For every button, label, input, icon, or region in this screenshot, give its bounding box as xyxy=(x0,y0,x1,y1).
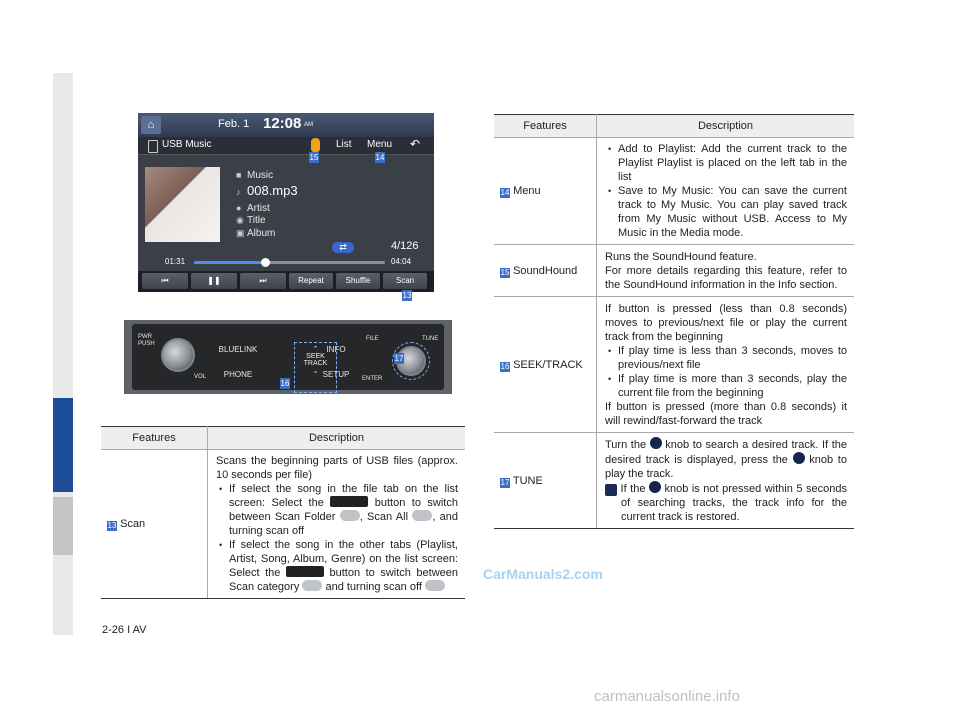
list-item xyxy=(216,482,458,538)
text: Turn the xyxy=(605,439,647,451)
feature-label: TUNE xyxy=(512,474,543,487)
feature-menu xyxy=(494,138,597,245)
file-label: FILE xyxy=(366,336,379,342)
pause-icon[interactable]: ❚❚ xyxy=(191,273,237,289)
track-count: 4/126 xyxy=(391,240,419,252)
file-row xyxy=(236,183,298,198)
status-bar xyxy=(138,113,434,137)
next-icon[interactable]: ⏭ xyxy=(240,273,286,289)
feature-label: Menu xyxy=(513,185,541,197)
scan-button[interactable]: Scan xyxy=(383,273,427,289)
total-time: 04:04 xyxy=(391,257,412,266)
seek-bullets xyxy=(605,344,847,400)
date: Feb. 1 xyxy=(218,118,250,130)
feature-tune xyxy=(494,433,597,529)
progress-bar[interactable] xyxy=(194,261,385,264)
soundhound-line-1: Runs the SoundHound feature. xyxy=(605,250,757,263)
description-seek-track xyxy=(597,297,855,433)
tune-note xyxy=(601,481,847,524)
pwr-label: PWR xyxy=(138,334,152,340)
description-menu xyxy=(597,138,855,245)
features-header: Features xyxy=(101,427,208,450)
phone-button[interactable]: PHONE xyxy=(223,370,253,379)
ampm: AM xyxy=(304,122,313,128)
feature-label: SoundHound xyxy=(513,264,578,277)
push-label: PUSH xyxy=(138,341,155,347)
text: button to switch between Scan Folder xyxy=(229,497,458,523)
clock: 12:08 xyxy=(263,115,302,132)
scan-bullets xyxy=(216,482,458,594)
back-icon[interactable]: ↶ xyxy=(410,137,421,151)
title-bar xyxy=(138,137,434,155)
elapsed-time: 01:31 xyxy=(165,257,186,266)
text: knob to search a desired track. If the desired track is displayed, press the xyxy=(605,439,847,466)
description-header: Description xyxy=(597,115,855,138)
note-icon: ♪ xyxy=(236,187,241,197)
info-button[interactable]: INFO xyxy=(326,345,346,354)
seek-label: SEEK xyxy=(306,353,325,360)
text: knob is not pressed within 5 seconds of searching tracks, the track info for the current track is restored. xyxy=(621,483,847,523)
scan-button-icon xyxy=(330,496,368,507)
text: knob to play the track. xyxy=(605,454,847,480)
folder-row xyxy=(236,170,273,181)
shuffle-icon: ⇄ xyxy=(332,242,354,253)
badge-15: 15 xyxy=(500,267,510,277)
progress-fill xyxy=(194,261,265,264)
disc-icon: ◉ xyxy=(236,215,244,225)
folder-name: Music xyxy=(247,170,274,181)
artist-name: Artist xyxy=(247,203,270,214)
text: and turning scan off xyxy=(325,581,422,593)
list-item: • Save to My Music: You can save the current track to My Music. You can play saved track from My Music without USB. Access to My Music in the Media mode. xyxy=(605,184,847,240)
list-button[interactable]: List xyxy=(336,139,352,150)
scan-all-icon xyxy=(412,510,432,521)
chapter-tab-active xyxy=(53,398,73,492)
chevron-up-icon: ⌃ xyxy=(312,346,319,353)
artist-row xyxy=(236,203,270,214)
album-row xyxy=(236,228,275,239)
vol-label: VOL xyxy=(194,374,207,380)
text: If the xyxy=(620,483,646,495)
scan-off-icon xyxy=(425,580,445,591)
description-soundhound xyxy=(597,245,855,297)
callout-14: 14 xyxy=(375,153,385,162)
badge-17: 17 xyxy=(500,477,510,487)
list-item: • If play time is less than 3 seconds, moves to previous/next file xyxy=(605,344,847,372)
callout-13: 13 xyxy=(402,291,412,300)
callout-15: 15 xyxy=(309,153,319,162)
track-title: Title xyxy=(247,215,266,226)
album-art xyxy=(145,167,220,242)
page-number: 2-26 I AV xyxy=(102,624,147,636)
file-name: 008.mp3 xyxy=(247,183,298,198)
menu-bullets xyxy=(605,142,847,240)
volume-knob[interactable] xyxy=(161,338,195,372)
scan-category-icon xyxy=(302,580,322,591)
text: If select the song in the file tab on the list screen: Select the xyxy=(229,483,458,509)
tune-text xyxy=(605,437,847,481)
soundhound-line-2: For more details regarding this feature, refer to the SoundHound information in the Info section. xyxy=(605,264,847,291)
seek-outro: If button is pressed (more than 0.8 seconds) it will rewind/fast-forward the track xyxy=(605,400,847,427)
description-header: Description xyxy=(208,427,466,450)
folder-icon: ■ xyxy=(236,170,242,180)
scan-folder-icon xyxy=(340,510,360,521)
title-row xyxy=(236,215,266,226)
watermark-carmanualsonline: carmanualsonline.info xyxy=(594,688,740,705)
feature-soundhound xyxy=(494,245,597,297)
usb-music-screen xyxy=(138,113,434,292)
description-tune xyxy=(597,433,855,529)
scan-button-icon xyxy=(286,566,324,577)
enter-label: ENTER xyxy=(362,376,383,382)
bluelink-button[interactable]: BLUELINK xyxy=(218,345,258,354)
tune-knob-icon xyxy=(649,481,661,493)
album-name: Album xyxy=(247,228,276,239)
chapter-sidebar xyxy=(53,73,73,635)
description-scan xyxy=(208,450,466,599)
text: , Scan All xyxy=(359,511,409,523)
text: , and turning scan off xyxy=(229,511,459,537)
progress-knob[interactable] xyxy=(261,258,270,267)
soundhound-icon[interactable] xyxy=(311,138,320,152)
tune-knob-icon xyxy=(650,437,662,449)
left-feature-table xyxy=(101,426,465,599)
tune-label: TUNE xyxy=(422,336,439,342)
badge-16: 16 xyxy=(500,361,510,371)
feature-label: Scan xyxy=(120,518,146,530)
shuffle-button[interactable]: Shuffle xyxy=(336,273,380,289)
scan-intro: Scans the beginning parts of USB files (approx. 10 seconds per file) xyxy=(216,455,458,481)
repeat-button[interactable]: Repeat xyxy=(289,273,333,289)
person-icon: ● xyxy=(236,203,242,213)
features-header: Features xyxy=(494,115,597,138)
watermark-carmanuals2: CarManuals2.com xyxy=(483,566,603,582)
menu-button[interactable]: Menu xyxy=(367,139,393,150)
track-label: TRACK xyxy=(303,360,328,367)
feature-seek-track xyxy=(494,297,597,433)
text: button to switch between Scan category xyxy=(229,567,459,593)
album-icon: ▣ xyxy=(236,228,245,238)
chapter-tab-next xyxy=(53,497,73,555)
callout-16: 16 xyxy=(280,379,290,388)
setup-button[interactable]: SETUP xyxy=(322,370,350,379)
home-icon[interactable]: ⌂ xyxy=(141,116,161,134)
feature-scan xyxy=(101,450,208,599)
badge-14: 14 xyxy=(500,188,510,197)
right-feature-table xyxy=(494,114,854,529)
list-item xyxy=(216,538,458,594)
text: If select the song in the other tabs (Playlist, Artist, Song, Album, Genre) on the list screen: Select the xyxy=(229,539,458,579)
info-icon: i xyxy=(605,484,617,496)
callout-17: 17 xyxy=(394,354,404,363)
badge-13: 13 xyxy=(107,521,117,530)
tune-knob-icon xyxy=(793,452,805,464)
control-bar xyxy=(138,271,434,292)
seek-intro: If button is pressed (less than 0.8 seconds) moves to previous/next file or play the current track from the beginning xyxy=(605,302,847,343)
usb-icon xyxy=(148,140,158,153)
feature-label: SEEK/TRACK xyxy=(513,358,583,371)
list-item: • Add to Playlist: Add the current track to the Playlist Playlist is placed on the left tab in the list xyxy=(605,142,847,184)
previous-icon[interactable]: ⏮ xyxy=(142,273,188,289)
chevron-down-icon: ⌄ xyxy=(312,368,319,375)
list-item: • If play time is more than 3 seconds, play the current file from the beginning xyxy=(605,372,847,400)
source-title: USB Music xyxy=(162,139,212,150)
